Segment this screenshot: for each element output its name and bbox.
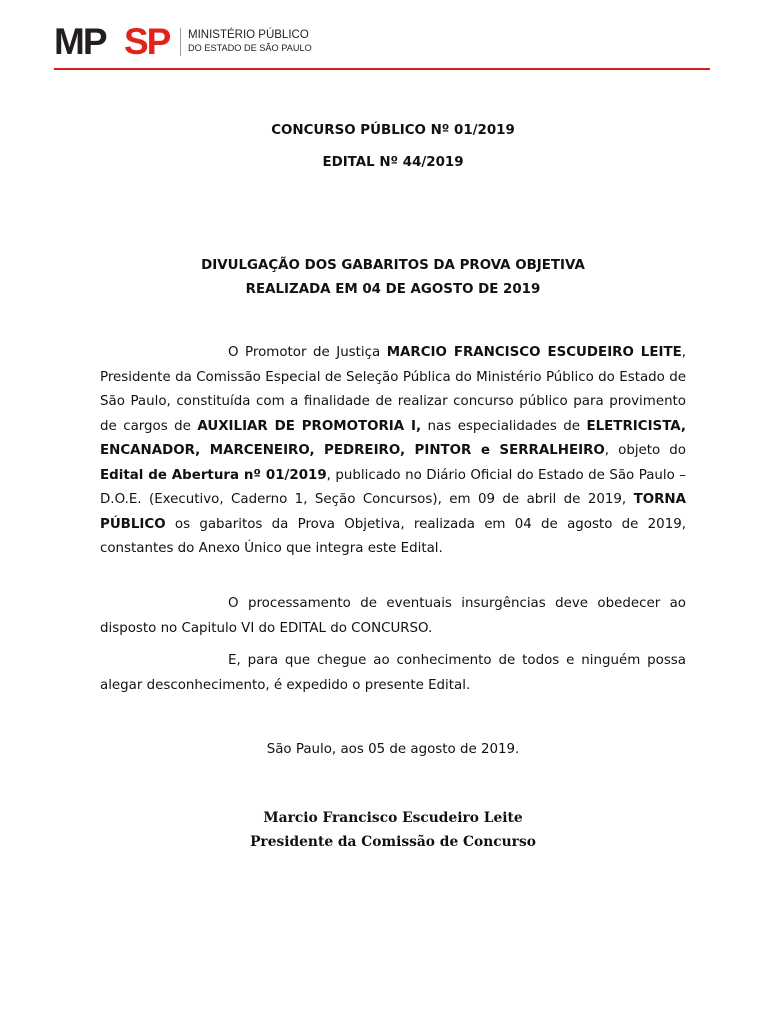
subject-line-1: DIVULGAÇÃO DOS GABARITOS DA PROVA OBJETIVA [201,258,585,273]
p1-text-c: nas especialidades de [421,418,587,434]
p1-promotor-name: MARCIO FRANCISCO ESCUDEIRO LEITE [386,345,682,360]
p2-text: O processamento de eventuais insurgências deve obedecer ao disposto no Capitulo VI do EDITAL do CONCURSO. [100,596,686,636]
p1-text-d: , objeto do [604,443,686,458]
paragraph-insurgencias [100,592,686,641]
p3-text: E, para que chegue ao conhecimento de todos e ninguém possa alegar desconhecimento, é expedido o presente Edital. [100,653,686,693]
p1-especialidades: ELETRICISTA, ENCANADOR, MARCENEIRO, PEDREIRO, PINTOR e SERRALHEIRO [100,418,686,458]
institution-name [188,29,312,54]
subject-line-2: REALIZADA EM 04 DE AGOSTO DE 2019 [245,282,541,297]
institution-line-1: MINISTÉRIO PÚBLICO [188,29,309,41]
p1-edital-abertura: Edital de Abertura nº 01/2019 [100,467,327,483]
paragraph-conhecimento [100,649,686,698]
header-red-rule [54,68,710,70]
p1-cargo: AUXILIAR DE PROMOTORIA I, [197,418,422,434]
p1-text-b: , Presidente da Comissão Especial de Seleção Pública do Ministério Público do Estado de São Paulo, constituída com a finalidade de realizar concurso público para provimento de cargos de [100,345,686,434]
p1-text-e: , publicado no Diário Oficial do Estado de São Paulo – D.O.E. (Executivo, Caderno 1, Seção Concursos), em 09 de abril de 2019, [100,467,686,507]
signatory-name: Marcio Francisco Escudeiro Leite [263,810,523,826]
institution-line-2: DO ESTADO DE SÃO PAULO [188,43,312,53]
signatory-role: Presidente da Comissão de Concurso [250,834,536,850]
logo-mp-text: MP [54,21,106,62]
paragraph-main [100,341,686,562]
concurso-title: CONCURSO PÚBLICO Nº 01/2019 [271,123,515,138]
p1-torna-publico: TORNA PÚBLICO [100,492,686,532]
logo-divider [180,28,181,56]
place-date: São Paulo, aos 05 de agosto de 2019. [266,742,520,757]
p1-text-a: O Promotor de Justiça [228,345,387,360]
logo-sp-text: SP [124,21,170,62]
edital-title: EDITAL Nº 44/2019 [322,155,464,170]
p1-text-f: os gabaritos da Prova Objetiva, realizada em 04 de agosto de 2019, constantes do Anexo Único que integra este Edital. [100,516,686,556]
